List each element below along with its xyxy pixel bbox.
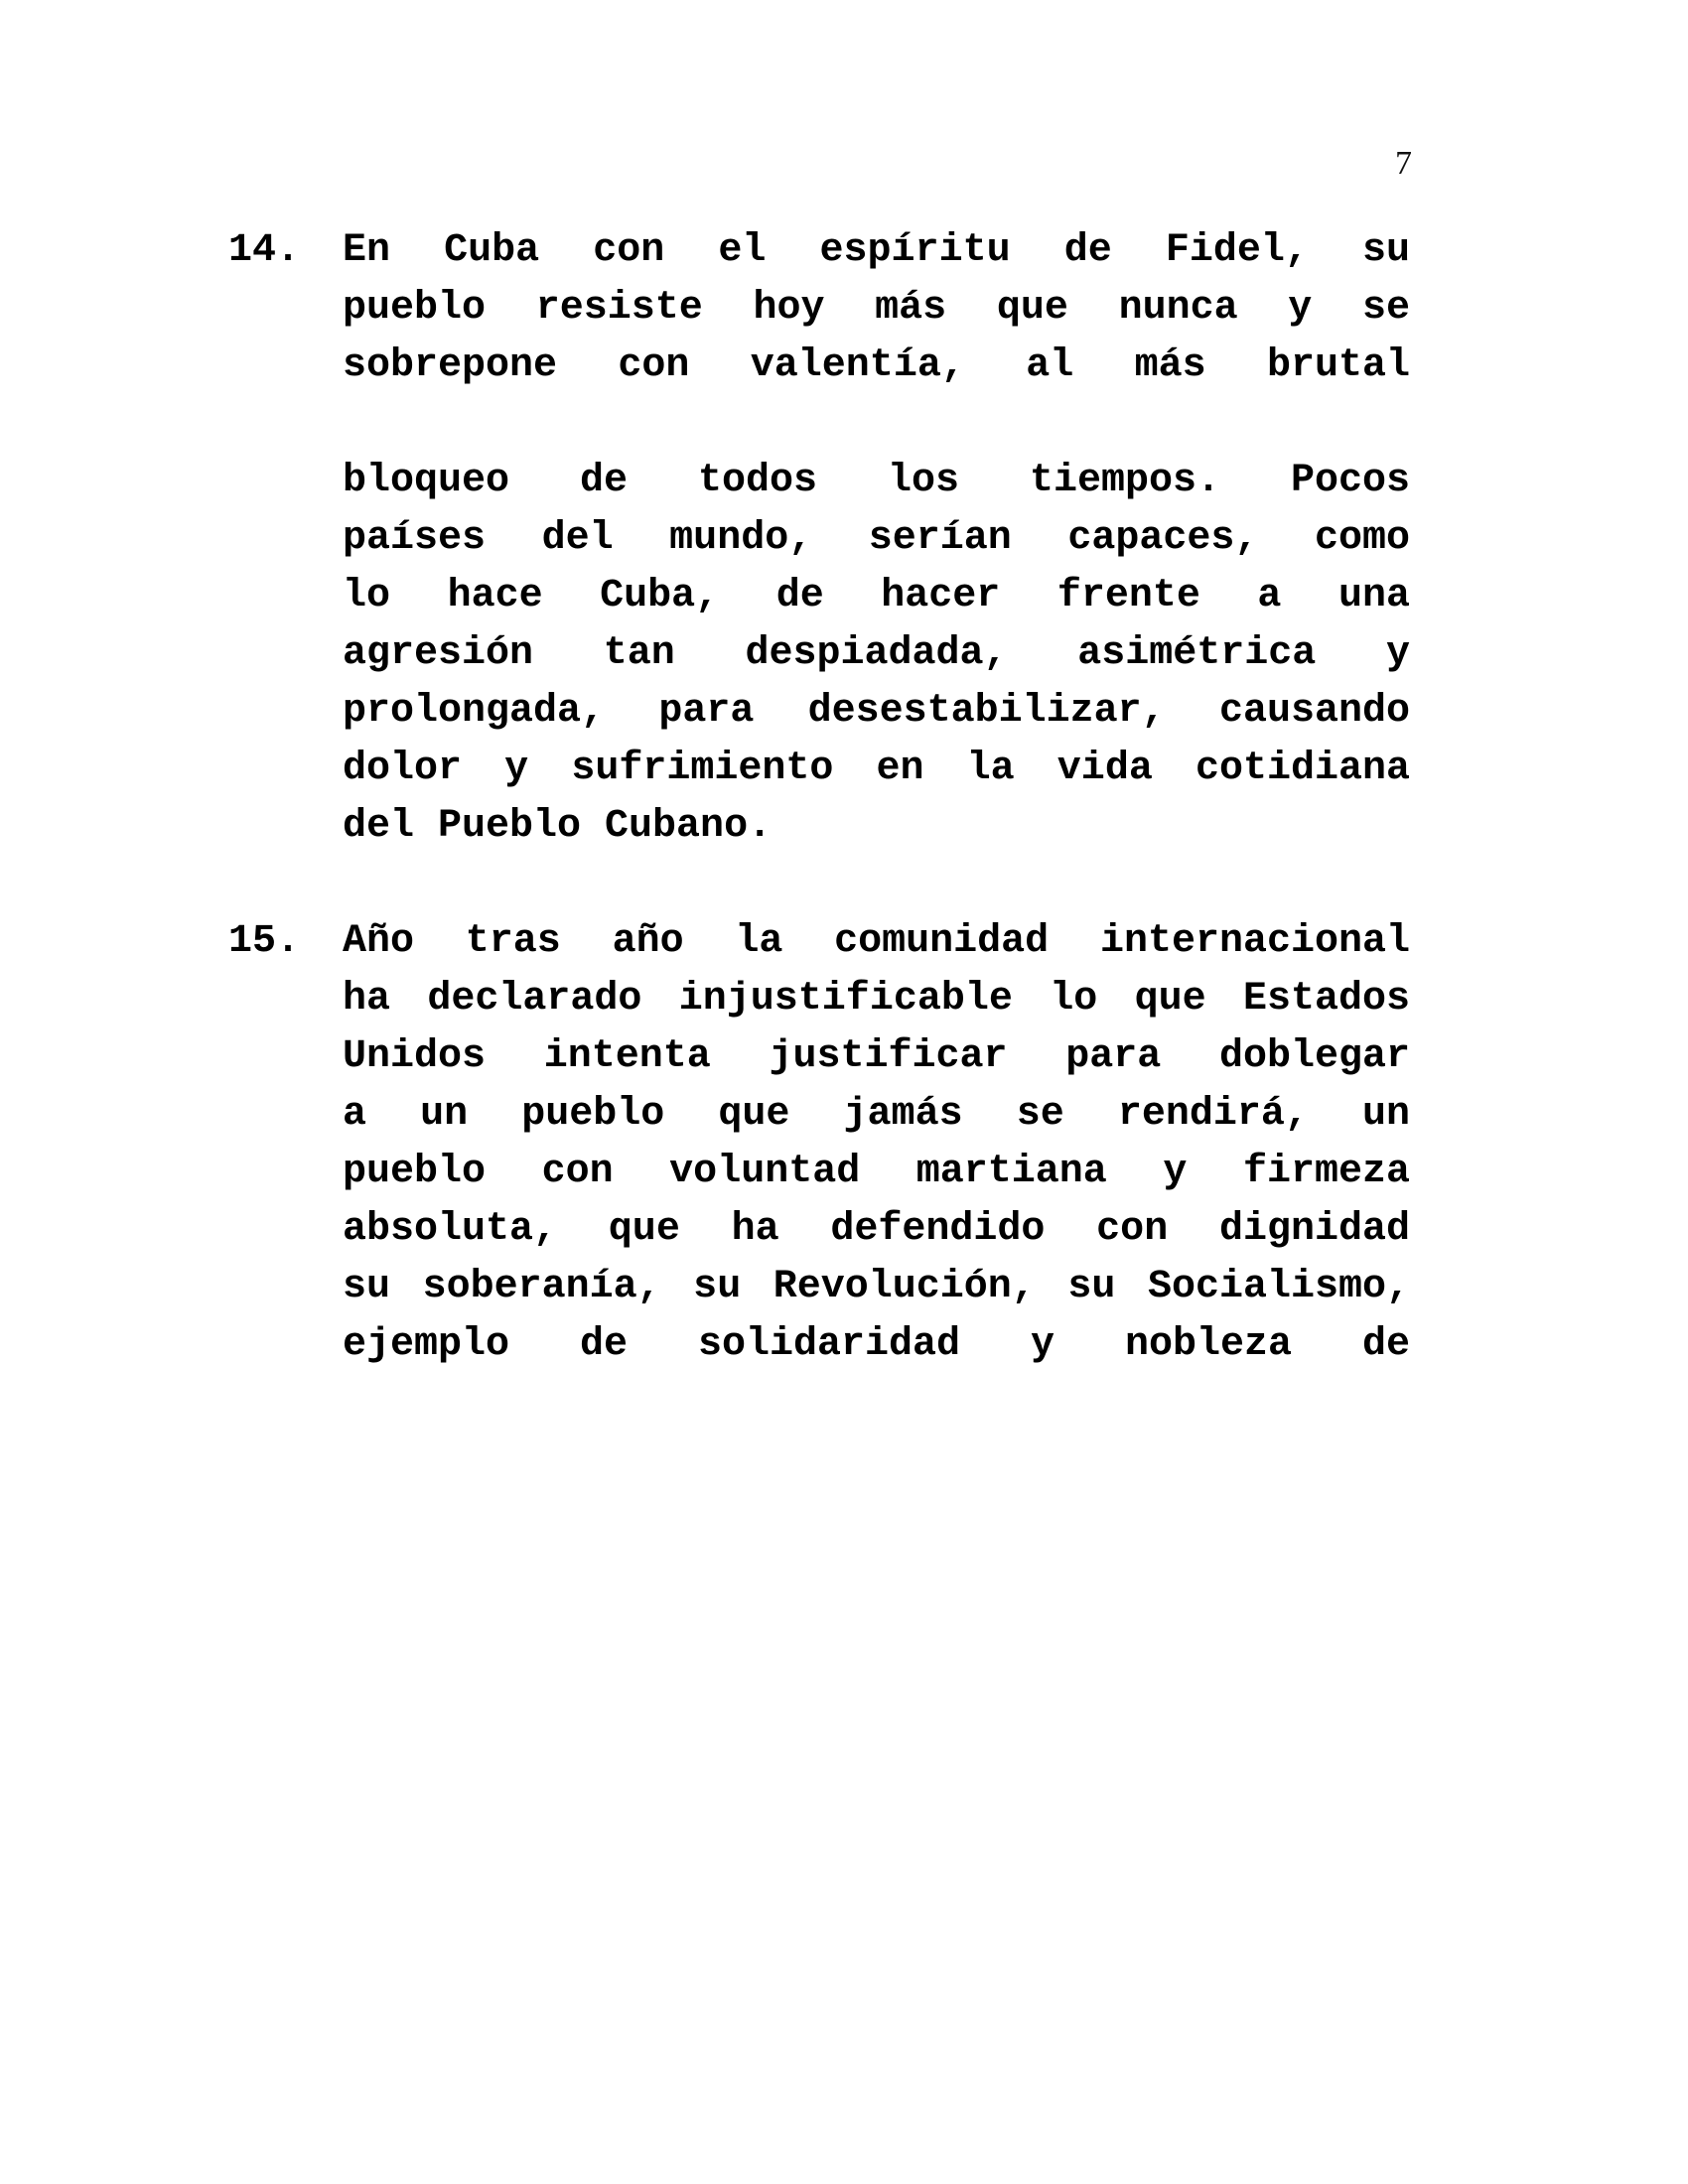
paragraph-block — [343, 913, 1410, 1374]
text-line: pueblo con voluntad martiana y firmeza — [343, 1150, 1410, 1194]
paragraph-block — [343, 453, 1410, 856]
text-line: absoluta, que ha defendido con dignidad — [343, 1207, 1410, 1252]
text-line: pueblo resiste hoy más que nunca y se — [343, 286, 1410, 331]
paragraph-block — [343, 222, 1410, 395]
item-number: 15. — [228, 919, 301, 964]
item-number: 14. — [228, 228, 301, 273]
blank-line — [343, 395, 1410, 453]
text-line: Año tras año la comunidad internacional — [343, 919, 1410, 964]
page-number: 7 — [1395, 145, 1412, 182]
text-line: sobrepone con valentía, al más brutal — [343, 343, 1410, 388]
numbered-item-14 — [228, 222, 1410, 856]
document-body — [228, 222, 1410, 1374]
text-line: En Cuba con el espíritu de Fidel, su — [343, 228, 1410, 273]
paragraph-gap — [228, 856, 1410, 913]
numbered-item-15 — [228, 913, 1410, 1374]
text-line: su soberanía, su Revolución, su Socialismo, — [343, 1265, 1410, 1309]
text-line: países del mundo, serían capaces, como — [343, 516, 1410, 561]
text-line: ha declarado injustificable lo que Estados — [343, 977, 1410, 1022]
text-line: agresión tan despiadada, asimétrica y — [343, 631, 1410, 676]
text-line: Unidos intenta justificar para doblegar — [343, 1034, 1410, 1079]
text-line: prolongada, para desestabilizar, causando — [343, 689, 1410, 734]
item-text — [343, 913, 1410, 1374]
text-line: ejemplo de solidaridad y nobleza de — [343, 1322, 1410, 1367]
text-line: dolor y sufrimiento en la vida cotidiana — [343, 747, 1410, 791]
text-line: lo hace Cuba, de hacer frente a una — [343, 574, 1410, 618]
item-text — [343, 222, 1410, 856]
text-line: del Pueblo Cubano. — [343, 804, 773, 849]
text-line: bloqueo de todos los tiempos. Pocos — [343, 459, 1410, 503]
text-line: a un pueblo que jamás se rendirá, un — [343, 1092, 1410, 1137]
